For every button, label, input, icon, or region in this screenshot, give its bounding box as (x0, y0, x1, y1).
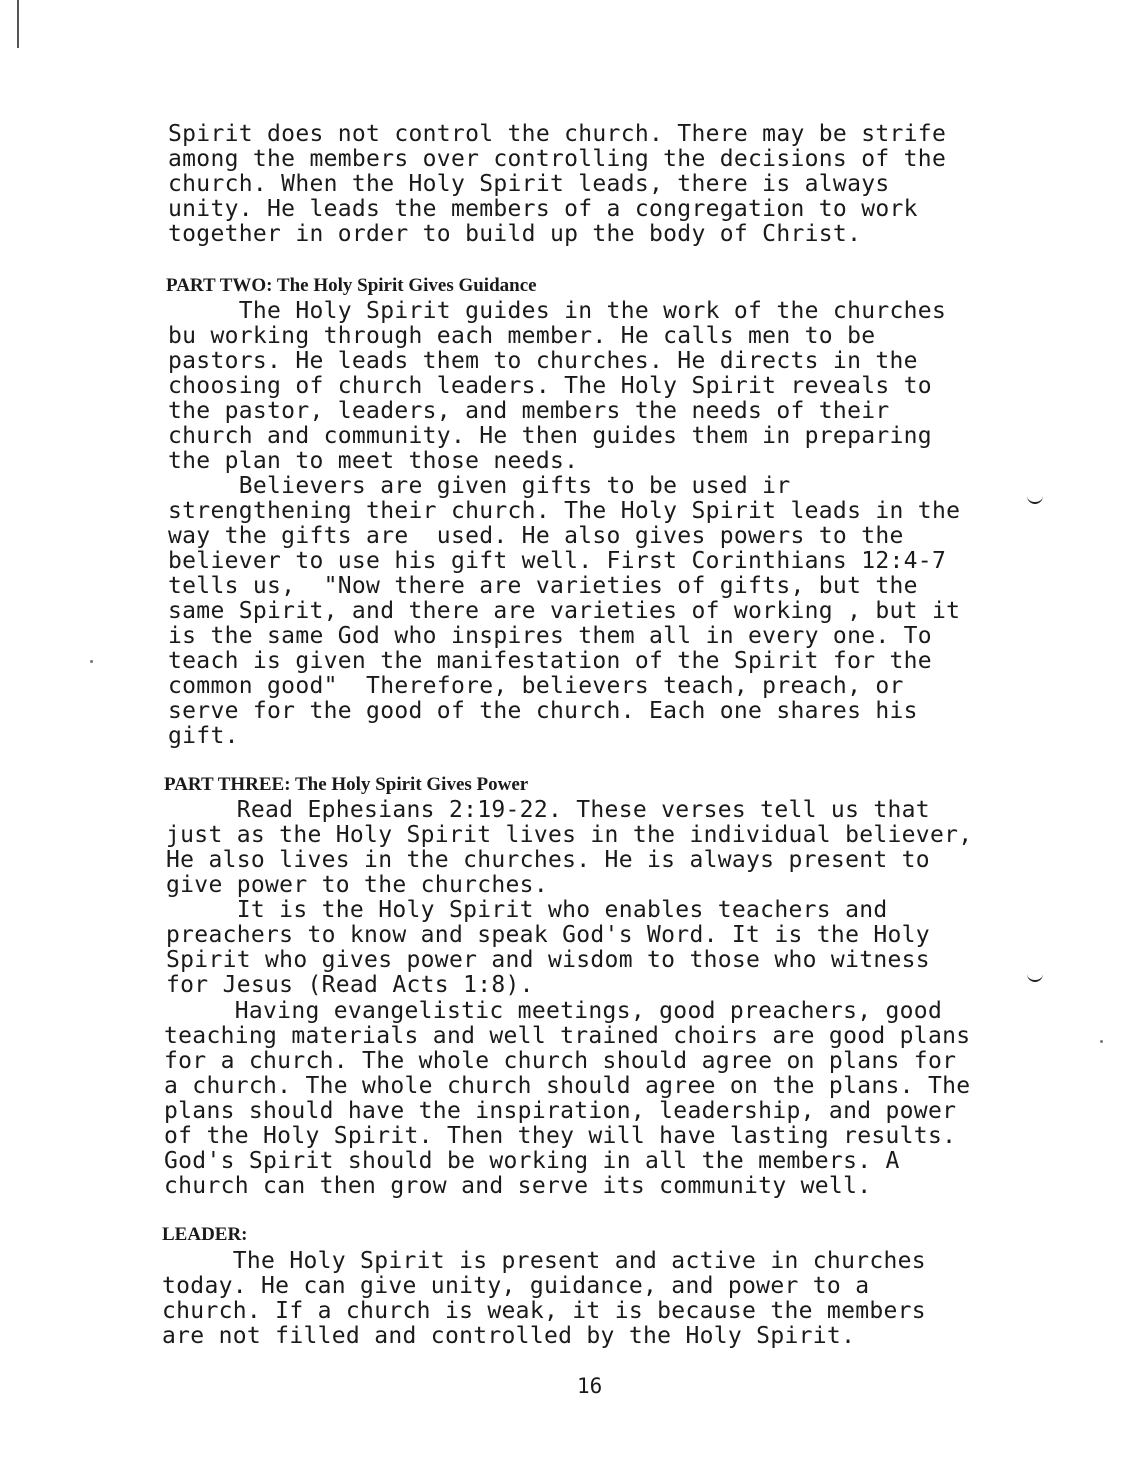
leader-heading: LEADER: (162, 1224, 248, 1245)
part-three-heading: PART THREE: The Holy Spirit Gives Power (164, 774, 529, 795)
handwritten-mark (1027, 972, 1043, 982)
part-three-paragraph-3: Having evangelistic meetings, good preachers, good teaching materials and well trained choirs are good plans for a church. The whole church should agree on plans for a church. The whole church should agree on the plans. The plans should have the inspiration, leadership, and power of the Holy Spirit. Then they will have lasting results. God's Spirit should be working in all the members. A church can then grow and serve its community well. (164, 998, 971, 1199)
part-three-paragraph-2: It is the Holy Spirit who enables teachers and preachers to know and speak God's Word. It is the Holy Spirit who gives power and wisdom to those who witness for Jesus (Read Acts 1:8). (166, 897, 930, 998)
page-number: 16 (577, 1374, 603, 1398)
handwritten-mark (1027, 494, 1043, 504)
part-two-paragraph-1: The Holy Spirit guides in the work of the churches bu working through each member. He calls men to be pastors. He leads them to churches. He directs in the choosing of church leaders. The Holy Spirit reveals to the pastor, leaders, and members the needs of their church and community. He then guides them in preparing the plan to meet those needs. (168, 298, 947, 474)
part-two-heading: PART TWO: The Holy Spirit Gives Guidance (166, 275, 537, 296)
leader-paragraph: The Holy Spirit is present and active in churches today. He can give unity, guidance, and power to a church. If a church is weak, it is because the members are not filled and controlled by the Holy Spirit. (162, 1248, 926, 1349)
intro-paragraph: Spirit does not control the church. There may be strife among the members over controlling the decisions of the church. When the Holy Spirit leads, there is always unity. He leads the members of a congregation to work together in order to build up the body of Christ. (168, 121, 947, 247)
part-two-paragraph-2: Believers are given gifts to be used ir strengthening their church. The Holy Spirit leads in the way the gifts are used. He also gives powers to the believer to use his gift well. First Corinthians 12:4-7 tells us, "Now there are varieties of gifts, but the same Spirit, and there are varieties of working , but it is the same God who inspires them all in every one. To teach is given the manifestation of the Spirit for the common good" Therefore, believers teach, preach, or serve for the good of the church. Each one shares his gift. (168, 473, 961, 749)
part-three-paragraph-1: Read Ephesians 2:19-22. These verses tell us that just as the Holy Spirit lives in the individual believer, He also lives in the churches. He is always present to give power to the churches. (166, 797, 973, 898)
